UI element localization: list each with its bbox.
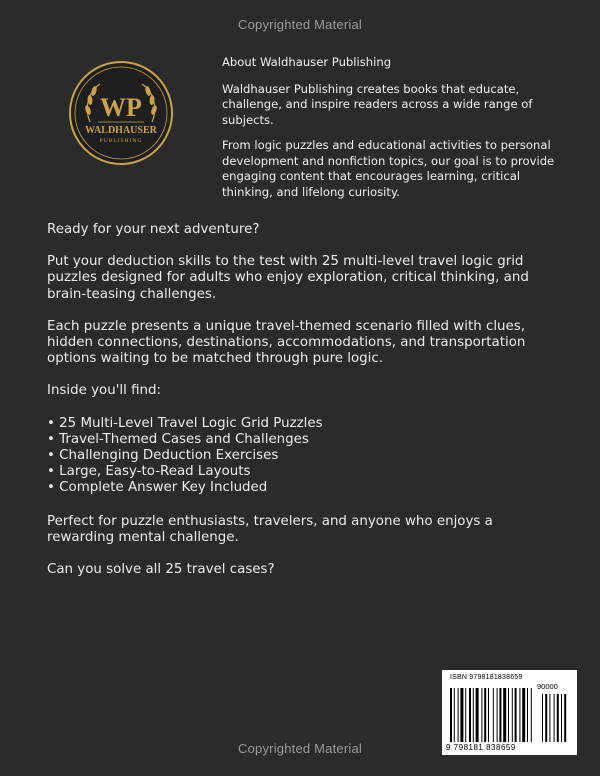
barcode-digits: 9 798181 838659: [446, 743, 516, 752]
isbn-label: ISBN 9798181838659: [450, 674, 523, 681]
feature-item: • 25 Multi-Level Travel Logic Grid Puzzles: [47, 415, 323, 431]
waldhauser-logo: [68, 60, 174, 166]
about-paragraph-2: From logic puzzles and educational activities to personal development and nonfiction topics, our goal is to provide engaging content that encourages learning, critical thinking, and lifelong curiosity.: [222, 138, 555, 199]
copyright-watermark-bottom: Copyrighted Material: [238, 741, 362, 756]
about-title: About Waldhauser Publishing: [222, 55, 392, 69]
description-paragraph-2: Each puzzle presents a unique travel-themed scenario filled with clues, hidden connections, destinations, accommodations, and transportation options waiting to be matched through pure logic.: [47, 318, 526, 367]
intro-text: Ready for your next adventure?: [47, 222, 260, 237]
feature-list: [47, 416, 557, 497]
logo-monogram: WP: [100, 93, 142, 122]
about-paragraph-1: Waldhauser Publishing creates books that educate, challenge, and inspire readers across a wide range of subjects.: [222, 81, 533, 127]
logo-name: WALDHAUSER: [85, 125, 157, 136]
feature-item: • Complete Answer Key Included: [47, 480, 268, 496]
inside-heading: Inside you'll find:: [47, 383, 162, 399]
feature-item: • Travel-Themed Cases and Challenges: [47, 431, 309, 447]
barcode-bars: [450, 682, 572, 744]
feature-item: • Challenging Deduction Exercises: [47, 448, 279, 464]
description-paragraph-1: Put your deduction skills to the test with 25 multi-level travel logic grid puzzles designed for adults who enjoy exploration, critical thinking, and brain-teasing challenges.: [47, 254, 529, 302]
feature-item: • Large, Easy-to-Read Layouts: [47, 464, 251, 480]
price-code: 90000: [537, 682, 558, 691]
copyright-watermark-top: Copyrighted Material: [238, 17, 362, 32]
audience-paragraph: Perfect for puzzle enthusiasts, travelers, and anyone who enjoys a rewarding mental challenge.: [47, 513, 493, 545]
book-description: [47, 222, 557, 594]
logo-sub: PUBLISHING: [99, 138, 143, 144]
closing-question: Can you solve all 25 travel cases?: [47, 562, 275, 578]
about-section: [222, 55, 562, 210]
